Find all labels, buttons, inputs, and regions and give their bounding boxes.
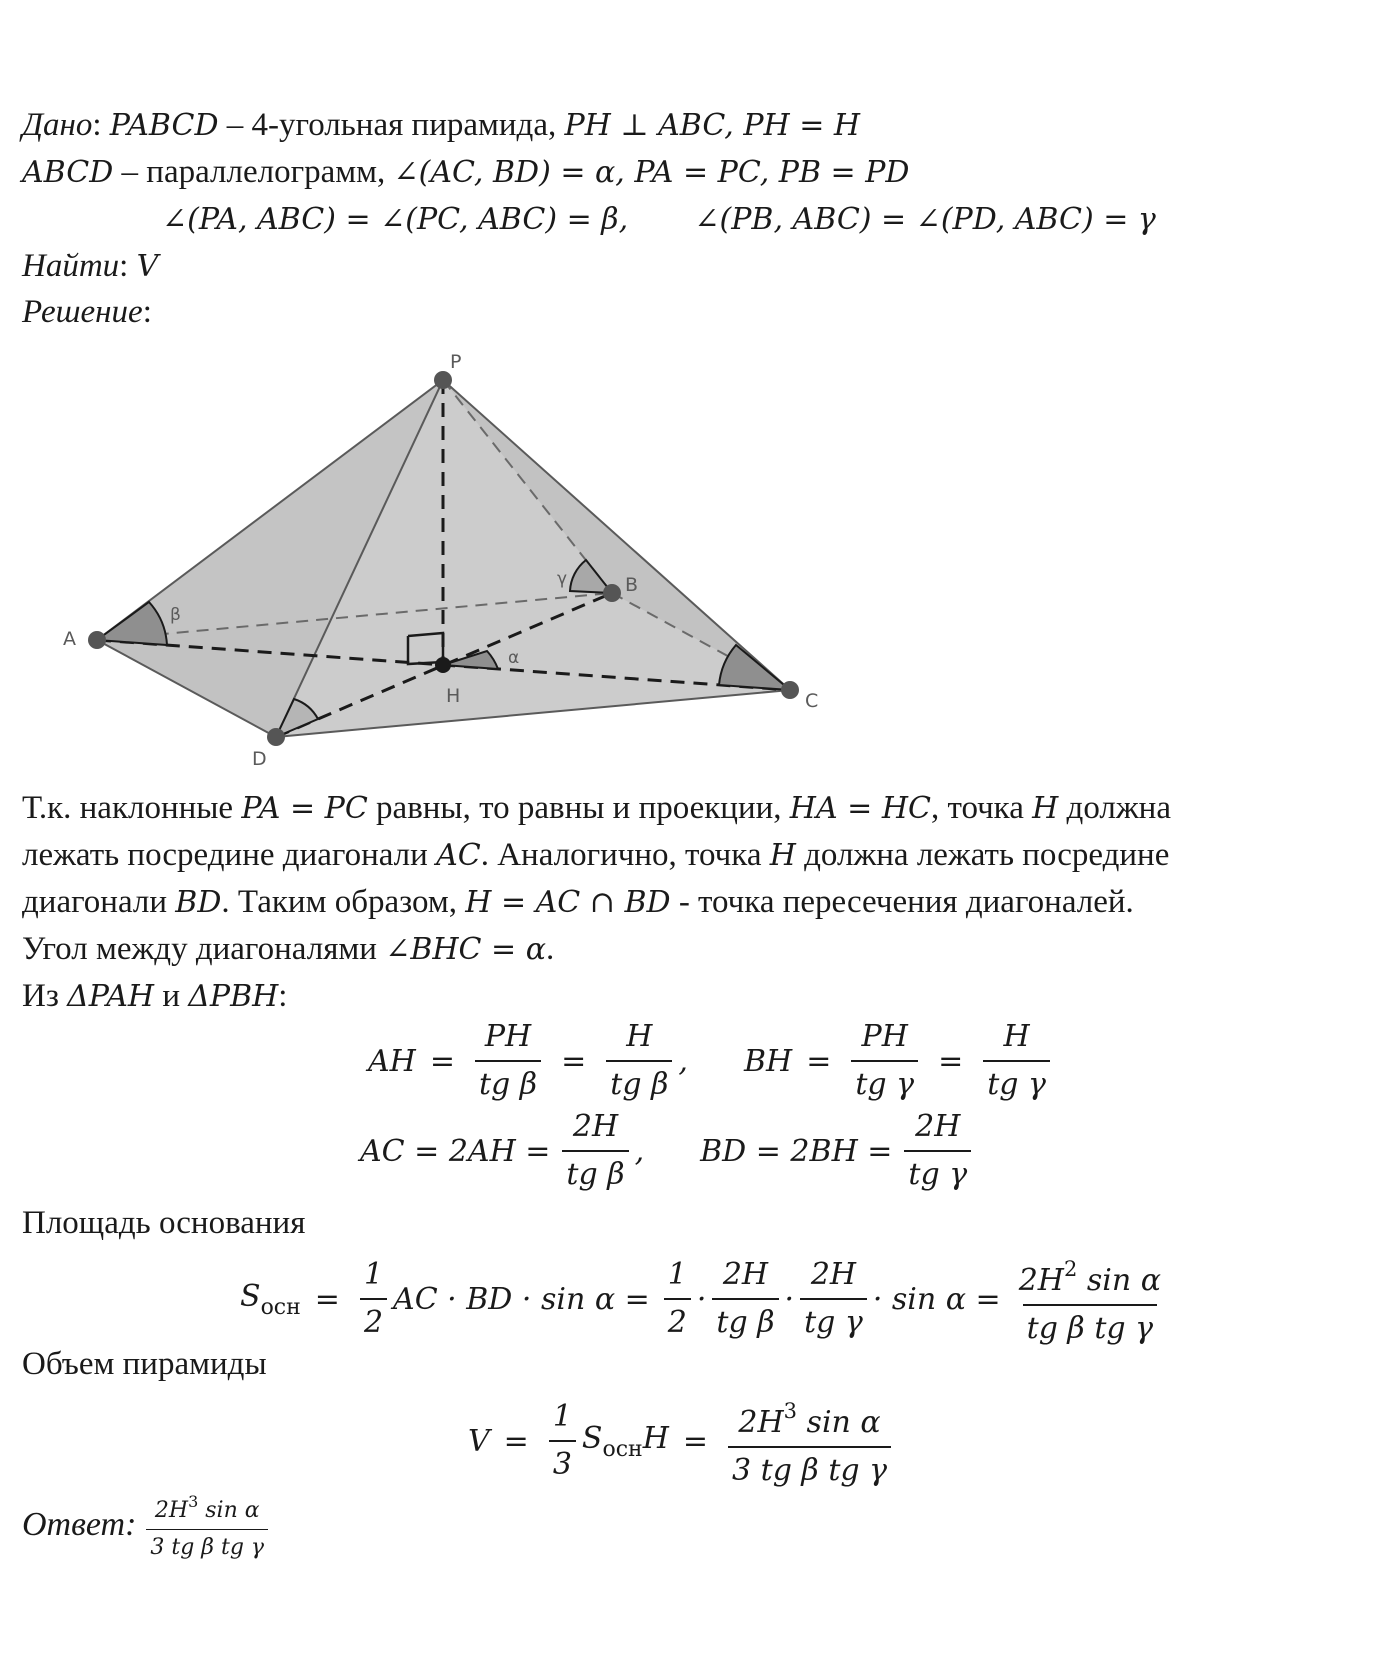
- para-math: HA = HC: [789, 791, 931, 826]
- para-text: .: [545, 931, 555, 967]
- given-math-1: PH ⊥ ABC, PH = H: [564, 108, 861, 143]
- para-line-3: [22, 882, 1134, 923]
- pyramid-figure: [0, 340, 860, 780]
- find-value: V: [136, 249, 159, 284]
- given-text-2: – параллелограмм,: [113, 154, 394, 190]
- eq-area-middle: AC · BD · sin α =: [393, 1281, 650, 1317]
- fraction-2h-tggamma-2: $\frac{2H}{\text{tg γ}}$: [800, 1256, 867, 1342]
- fraction-h-tgbeta: $\frac{H}{\text{tg β}}$: [606, 1018, 672, 1104]
- para-text: лежать посредине диагонали: [22, 837, 437, 873]
- angle-beta-c: [719, 645, 790, 690]
- para-line-1: [22, 788, 1171, 829]
- point-d: [267, 728, 285, 746]
- fraction-ph-tgbeta: $\frac{PH}{\text{tg β}}$: [475, 1018, 541, 1104]
- eq-sign: =: [561, 1043, 587, 1079]
- para-line-5: [22, 976, 287, 1017]
- eq-bh: BH: [743, 1043, 793, 1079]
- answer-line: [22, 1488, 274, 1562]
- para-text: :: [278, 978, 288, 1014]
- solution-line: Решение:: [22, 294, 152, 330]
- area-label: Площадь основания: [22, 1205, 306, 1241]
- label-p: P: [450, 351, 462, 373]
- para-math: AC: [436, 838, 481, 873]
- para-text: Из: [22, 978, 68, 1014]
- pyramid-name: PABCD: [109, 108, 219, 143]
- eq-v: V: [468, 1423, 490, 1459]
- para-math: ΔPBH: [188, 979, 279, 1014]
- point-c: [781, 681, 799, 699]
- eq-s: $S_{осн}$: [240, 1278, 301, 1320]
- label-beta: β: [170, 605, 181, 625]
- eq-sin: · sin α =: [872, 1281, 1001, 1317]
- para-line-2: [22, 835, 1169, 876]
- para-text: . Аналогично, точка: [480, 837, 770, 873]
- given-angles-beta: ∠(PA, ABC) = ∠(PC, ABC) = β,: [162, 202, 629, 237]
- eq-sign: =: [429, 1043, 455, 1079]
- label-gamma: γ: [557, 569, 568, 589]
- given-line-1: Дано: PABCD – 4-угольная пирамида, PH ⊥ ABC, PH = H: [22, 107, 861, 143]
- base-name: ABCD: [22, 155, 114, 190]
- para-text: равны, то равны и проекции,: [367, 790, 790, 826]
- given-angles-gamma: ∠(PB, ABC) = ∠(PD, ABC) = γ: [694, 202, 1156, 237]
- para-math: ΔPAH: [67, 979, 155, 1014]
- para-text: должна лежать посредине: [795, 837, 1170, 873]
- para-text: , точка: [930, 790, 1033, 826]
- equation-ah-bh: AH = $\frac{PH}{\text{tg β}}$ = $\frac{H}{\text{tg β}}$ , BH = $\frac{PH}{\text{tg γ}}$ = $\frac{H}{\text{tg γ}}$: [368, 1018, 1056, 1104]
- equation-ac-bd: AC = 2AH = $\frac{2H}{\text{tg β}}$ , BD = 2BH = $\frac{2H}{\text{tg γ}}$: [360, 1108, 977, 1194]
- label-c: C: [805, 690, 819, 712]
- volume-label: Объем пирамиды: [22, 1346, 267, 1382]
- para-math: ∠BHC = α: [385, 932, 546, 967]
- given-text-1: – 4-угольная пирамида,: [218, 107, 565, 143]
- given-line-2: [22, 152, 909, 193]
- point-b: [603, 584, 621, 602]
- answer-fraction: $\frac{2H^3 \sin \alpha}{\text{3 tg β tg γ}}$: [146, 1488, 268, 1562]
- para-math: H: [1032, 791, 1059, 826]
- find-line: Найти: V: [22, 248, 159, 284]
- fraction-h-tggamma: $\frac{H}{\text{tg γ}}$: [983, 1018, 1050, 1104]
- fraction-third: $\frac{1}{3}$: [549, 1398, 576, 1484]
- find-label: Найти: [22, 248, 120, 284]
- fraction-volume-result: $\frac{2H^3 \sin \alpha}{\text{3 tg β tg γ}}$: [728, 1392, 891, 1490]
- para-text: должна: [1058, 790, 1171, 826]
- para-text: и: [154, 978, 189, 1014]
- point-a: [88, 631, 106, 649]
- para-math: PA = PC: [241, 791, 368, 826]
- label-a: A: [63, 628, 76, 650]
- point-p: [434, 371, 452, 389]
- eq-bd: BD = 2BH =: [700, 1133, 893, 1169]
- fraction-2h-tggamma: $\frac{2H}{\text{tg γ}}$: [904, 1108, 971, 1194]
- given-label: Дано: [22, 107, 93, 143]
- fraction-half-2: $\frac{1}{2}$: [664, 1256, 691, 1342]
- given-math-2: ∠(AC, BD) = α, PA = PC, PB = PD: [393, 155, 910, 190]
- fraction-ph-tggamma: $\frac{PH}{\text{tg γ}}$: [851, 1018, 918, 1104]
- given-line-3: [162, 199, 1156, 240]
- fraction-2h-tgbeta: $\frac{2H}{\text{tg β}}$: [562, 1108, 628, 1194]
- para-math: H: [769, 838, 796, 873]
- para-text: - точка пересечения диагоналей.: [670, 884, 1134, 920]
- para-line-4: [22, 929, 554, 970]
- equation-volume: V = $\frac{1}{3}$ $S_{осн}H$ = $\frac{2H^3 \sin \alpha}{\text{3 tg β tg γ}}$: [468, 1392, 897, 1490]
- label-d: D: [252, 748, 267, 770]
- fraction-area-result: $\frac{2H^2 \sin \alpha}{\text{tg β tg γ}}$: [1018, 1257, 1161, 1346]
- para-text: диагонали: [22, 884, 176, 920]
- label-h: H: [446, 685, 461, 707]
- answer-label: Ответ:: [22, 1506, 137, 1543]
- equation-area: $S_{осн}$ = $\frac{1}{2}$ AC · BD · sin α = $\frac{1}{2}$ · $\frac{2H}{\text{tg β}}$ · $\frac{2H}{\text{tg γ}}$ · sin α = $\frac{2H^2 \sin \alpha}{\text{tg β tg γ}}$: [240, 1250, 1171, 1348]
- label-alpha: α: [508, 648, 520, 668]
- para-text: Угол между диагоналями: [22, 931, 386, 967]
- para-text: Т.к. наклонные: [22, 790, 242, 826]
- para-text: . Таким образом,: [221, 884, 466, 920]
- para-math: BD: [175, 885, 222, 920]
- label-b: B: [625, 574, 639, 596]
- fraction-2h-tgbeta-2: $\frac{2H}{\text{tg β}}$: [712, 1256, 778, 1342]
- solution-label: Решение: [22, 294, 143, 330]
- eq-ac: AC = 2AH =: [360, 1133, 551, 1169]
- point-h: [435, 657, 451, 673]
- para-math: H = AC ∩ BD: [465, 885, 671, 920]
- eq-ah: AH: [368, 1043, 416, 1079]
- fraction-half: $\frac{1}{2}$: [360, 1256, 387, 1342]
